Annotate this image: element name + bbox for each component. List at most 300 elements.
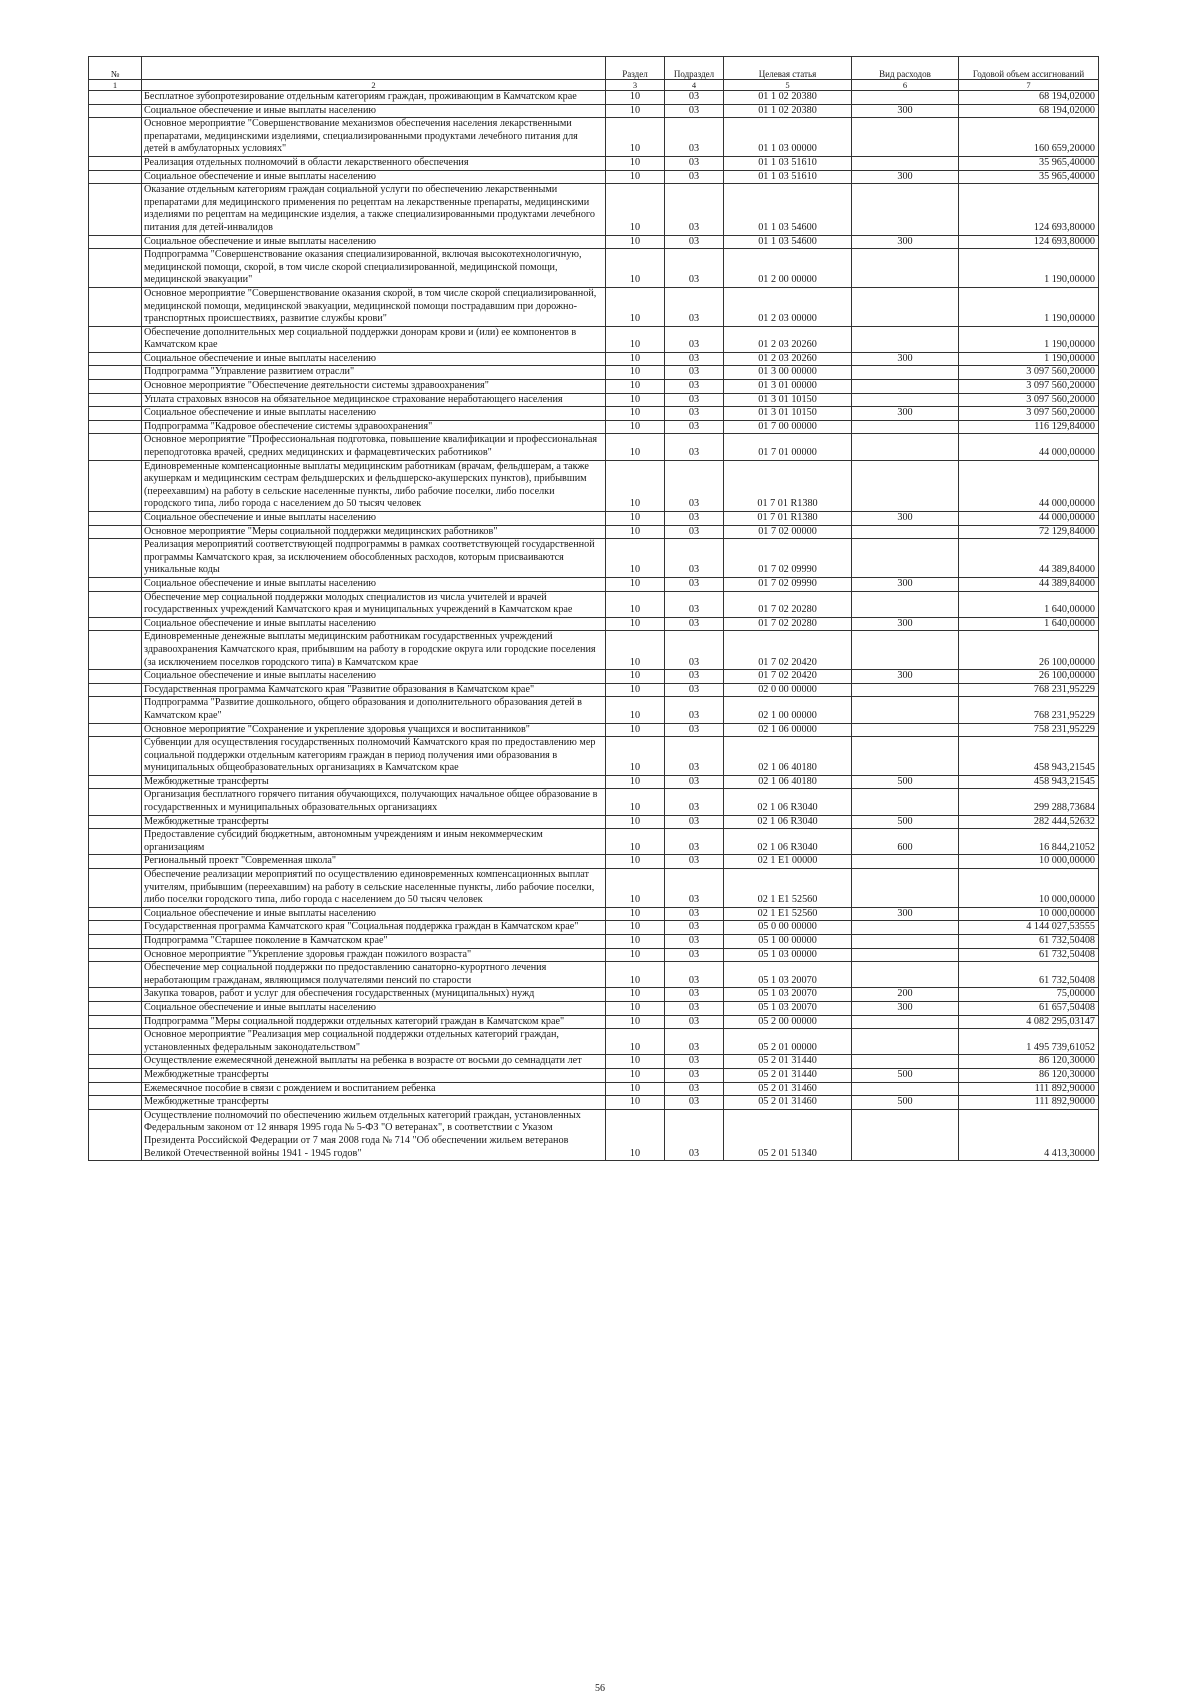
table-row	[89, 829, 1099, 855]
razdel-cell: 10	[606, 91, 665, 105]
annual-volume-cell: 44 000,00000	[959, 512, 1099, 526]
expense-type-cell: 200	[852, 988, 959, 1002]
row-number-cell	[89, 1109, 142, 1160]
target-article-cell: 01 2 03 20260	[724, 352, 852, 366]
row-number-cell	[89, 829, 142, 855]
item-name-cell: Обеспечение мер социальной поддержки по предоставлению санаторно-курортного лечения неработающим гражданам, являющимся получателями пенсий по старости	[142, 962, 606, 988]
row-number-cell	[89, 170, 142, 184]
row-number-cell	[89, 869, 142, 908]
item-name-cell: Социальное обеспечение и иные выплаты населению	[142, 670, 606, 684]
row-number-cell	[89, 539, 142, 578]
row-number-cell	[89, 855, 142, 869]
target-article-cell: 01 7 01 R1380	[724, 512, 852, 526]
table-row	[89, 366, 1099, 380]
target-article-cell: 02 1 06 R3040	[724, 829, 852, 855]
table-row	[89, 249, 1099, 288]
table-row	[89, 525, 1099, 539]
expense-type-cell: 300	[852, 407, 959, 421]
target-article-cell: 02 1 06 R3040	[724, 789, 852, 815]
item-name-cell: Региональный проект "Современная школа"	[142, 855, 606, 869]
razdel-cell: 10	[606, 631, 665, 670]
row-number-cell	[89, 683, 142, 697]
target-article-cell: 01 7 01 R1380	[724, 460, 852, 511]
podrazdel-cell: 03	[665, 393, 724, 407]
item-name-cell: Подпрограмма "Старшее поколение в Камчатском крае"	[142, 935, 606, 949]
item-name-cell: Подпрограмма "Меры социальной поддержки отдельных категорий граждан в Камчатском крае"	[142, 1015, 606, 1029]
table-body	[89, 91, 1099, 1161]
razdel-cell: 10	[606, 723, 665, 737]
razdel-cell: 10	[606, 829, 665, 855]
annual-volume-cell: 299 288,73684	[959, 789, 1099, 815]
podrazdel-cell: 03	[665, 935, 724, 949]
annual-volume-cell: 86 120,30000	[959, 1055, 1099, 1069]
podrazdel-cell: 03	[665, 512, 724, 526]
podrazdel-cell: 03	[665, 1029, 724, 1055]
podrazdel-cell: 03	[665, 104, 724, 118]
row-number-cell	[89, 1029, 142, 1055]
razdel-cell: 10	[606, 380, 665, 394]
annual-volume-cell: 124 693,80000	[959, 184, 1099, 235]
podrazdel-cell: 03	[665, 366, 724, 380]
razdel-cell: 10	[606, 869, 665, 908]
expense-type-cell	[852, 420, 959, 434]
expense-type-cell: 300	[852, 617, 959, 631]
podrazdel-cell: 03	[665, 235, 724, 249]
podrazdel-cell: 03	[665, 1055, 724, 1069]
row-number-cell	[89, 235, 142, 249]
annual-volume-cell: 61 732,50408	[959, 962, 1099, 988]
item-name-cell: Подпрограмма "Управление развитием отрасли"	[142, 366, 606, 380]
razdel-cell: 10	[606, 789, 665, 815]
item-name-cell: Осуществление ежемесячной денежной выплаты на ребенка в возрасте от восьми до семнадцати лет	[142, 1055, 606, 1069]
row-number-cell	[89, 326, 142, 352]
header-num: №	[89, 57, 142, 80]
target-article-cell: 02 1 06 00000	[724, 723, 852, 737]
table-row	[89, 670, 1099, 684]
table-row	[89, 577, 1099, 591]
item-name-cell: Основное мероприятие "Обеспечение деятельности системы здравоохранения"	[142, 380, 606, 394]
razdel-cell: 10	[606, 683, 665, 697]
expense-type-cell	[852, 91, 959, 105]
row-number-cell	[89, 1055, 142, 1069]
annual-volume-cell: 10 000,00000	[959, 869, 1099, 908]
expense-type-cell: 300	[852, 670, 959, 684]
table-row	[89, 460, 1099, 511]
annual-volume-cell: 124 693,80000	[959, 235, 1099, 249]
item-name-cell: Социальное обеспечение и иные выплаты населению	[142, 407, 606, 421]
razdel-cell: 10	[606, 1015, 665, 1029]
table-row	[89, 1015, 1099, 1029]
row-number-cell	[89, 935, 142, 949]
table-row	[89, 948, 1099, 962]
expense-type-cell	[852, 855, 959, 869]
expense-type-cell: 300	[852, 235, 959, 249]
row-number-cell	[89, 591, 142, 617]
podrazdel-cell: 03	[665, 907, 724, 921]
annual-volume-cell: 758 231,95229	[959, 723, 1099, 737]
expense-type-cell: 300	[852, 577, 959, 591]
annual-volume-cell: 3 097 560,20000	[959, 407, 1099, 421]
row-number-cell	[89, 460, 142, 511]
item-name-cell: Социальное обеспечение и иные выплаты населению	[142, 617, 606, 631]
annual-volume-cell: 68 194,02000	[959, 104, 1099, 118]
target-article-cell: 05 1 03 20070	[724, 988, 852, 1002]
target-article-cell: 01 7 02 20420	[724, 670, 852, 684]
annual-volume-cell: 4 082 295,03147	[959, 1015, 1099, 1029]
expense-type-cell	[852, 393, 959, 407]
razdel-cell: 10	[606, 948, 665, 962]
razdel-cell: 10	[606, 512, 665, 526]
target-article-cell: 05 2 00 00000	[724, 1015, 852, 1029]
annual-volume-cell: 35 965,40000	[959, 156, 1099, 170]
expense-type-cell	[852, 460, 959, 511]
podrazdel-cell: 03	[665, 683, 724, 697]
annual-volume-cell: 10 000,00000	[959, 907, 1099, 921]
podrazdel-cell: 03	[665, 184, 724, 235]
item-name-cell: Обеспечение дополнительных мер социальной поддержки донорам крови и (или) ее компонентов в Камчатском крае	[142, 326, 606, 352]
annual-volume-cell: 26 100,00000	[959, 631, 1099, 670]
target-article-cell: 02 1 E1 52560	[724, 907, 852, 921]
row-number-cell	[89, 420, 142, 434]
expense-type-cell	[852, 1015, 959, 1029]
row-number-cell	[89, 407, 142, 421]
expense-type-cell	[852, 723, 959, 737]
annual-volume-cell: 1 495 739,61052	[959, 1029, 1099, 1055]
table-row	[89, 1082, 1099, 1096]
row-number-cell	[89, 287, 142, 326]
podrazdel-cell: 03	[665, 287, 724, 326]
razdel-cell: 10	[606, 249, 665, 288]
table-row	[89, 935, 1099, 949]
target-article-cell: 02 1 06 40180	[724, 737, 852, 776]
table-row	[89, 326, 1099, 352]
razdel-cell: 10	[606, 775, 665, 789]
podrazdel-cell: 03	[665, 855, 724, 869]
annual-volume-cell: 16 844,21052	[959, 829, 1099, 855]
item-name-cell: Межбюджетные трансферты	[142, 815, 606, 829]
item-name-cell: Подпрограмма "Совершенствование оказания специализированной, включая высокотехнологичную, медицинской помощи, скорой, в том числе скорой специализированной, медицинской помощи, медицинской эвакуации"	[142, 249, 606, 288]
annual-volume-cell: 3 097 560,20000	[959, 366, 1099, 380]
table-row	[89, 855, 1099, 869]
razdel-cell: 10	[606, 815, 665, 829]
target-article-cell: 01 3 00 00000	[724, 366, 852, 380]
annual-volume-cell: 75,00000	[959, 988, 1099, 1002]
item-name-cell: Социальное обеспечение и иные выплаты населению	[142, 512, 606, 526]
table-row	[89, 1001, 1099, 1015]
annual-volume-cell: 61 732,50408	[959, 948, 1099, 962]
annual-volume-cell: 72 129,84000	[959, 525, 1099, 539]
podrazdel-cell: 03	[665, 988, 724, 1002]
target-article-cell: 05 2 01 31460	[724, 1096, 852, 1110]
razdel-cell: 10	[606, 907, 665, 921]
target-article-cell: 05 2 01 31460	[724, 1082, 852, 1096]
razdel-cell: 10	[606, 460, 665, 511]
razdel-cell: 10	[606, 539, 665, 578]
annual-volume-cell: 1 190,00000	[959, 287, 1099, 326]
table-row	[89, 434, 1099, 460]
item-name-cell: Закупка товаров, работ и услуг для обеспечения государственных (муниципальных) нужд	[142, 988, 606, 1002]
budget-table	[88, 56, 1099, 1161]
item-name-cell: Субвенции для осуществления государственных полномочий Камчатского края по предоставлению мер социальной поддержки отдельным категориям граждан в период получения ими образования в муниципальных общеобразовательных организациях в Камчатском крае	[142, 737, 606, 776]
target-article-cell: 02 1 E1 00000	[724, 855, 852, 869]
target-article-cell: 05 2 01 00000	[724, 1029, 852, 1055]
table-row	[89, 287, 1099, 326]
table-row	[89, 352, 1099, 366]
item-name-cell: Подпрограмма "Развитие дошкольного, общего образования и дополнительного образования детей в Камчатском крае"	[142, 697, 606, 723]
podrazdel-cell: 03	[665, 434, 724, 460]
target-article-cell: 05 1 00 00000	[724, 935, 852, 949]
razdel-cell: 10	[606, 434, 665, 460]
annual-volume-cell: 44 000,00000	[959, 434, 1099, 460]
table-row	[89, 617, 1099, 631]
razdel-cell: 10	[606, 287, 665, 326]
razdel-cell: 10	[606, 1029, 665, 1055]
target-article-cell: 01 2 00 00000	[724, 249, 852, 288]
item-name-cell: Социальное обеспечение и иные выплаты населению	[142, 577, 606, 591]
header-name	[142, 57, 606, 80]
podrazdel-cell: 03	[665, 737, 724, 776]
expense-type-cell	[852, 737, 959, 776]
expense-type-cell: 300	[852, 512, 959, 526]
item-name-cell: Единовременные денежные выплаты медицинским работникам государственных учреждений здравоохранения Камчатского края, прибывшим на работу в городские округа или городские поселения (за исключением поселков городского типа) в Камчатском крае	[142, 631, 606, 670]
header-target-article: Целевая статья	[724, 57, 852, 80]
razdel-cell: 10	[606, 617, 665, 631]
expense-type-cell	[852, 380, 959, 394]
expense-type-cell	[852, 1029, 959, 1055]
target-article-cell: 01 1 02 20380	[724, 91, 852, 105]
target-article-cell: 01 3 01 10150	[724, 393, 852, 407]
annual-volume-cell: 111 892,90000	[959, 1082, 1099, 1096]
target-article-cell: 01 7 02 09990	[724, 539, 852, 578]
razdel-cell: 10	[606, 1109, 665, 1160]
table-row	[89, 988, 1099, 1002]
row-number-cell	[89, 184, 142, 235]
item-name-cell: Социальное обеспечение и иные выплаты населению	[142, 352, 606, 366]
table-row	[89, 869, 1099, 908]
razdel-cell: 10	[606, 118, 665, 157]
podrazdel-cell: 03	[665, 156, 724, 170]
podrazdel-cell: 03	[665, 352, 724, 366]
item-name-cell: Уплата страховых взносов на обязательное медицинское страхование неработающего населения	[142, 393, 606, 407]
razdel-cell: 10	[606, 326, 665, 352]
razdel-cell: 10	[606, 1096, 665, 1110]
expense-type-cell	[852, 789, 959, 815]
table-row	[89, 921, 1099, 935]
razdel-cell: 10	[606, 1068, 665, 1082]
target-article-cell: 02 1 00 00000	[724, 697, 852, 723]
podrazdel-cell: 03	[665, 921, 724, 935]
target-article-cell: 05 1 03 20070	[724, 1001, 852, 1015]
target-article-cell: 01 2 03 00000	[724, 287, 852, 326]
podrazdel-cell: 03	[665, 170, 724, 184]
razdel-cell: 10	[606, 352, 665, 366]
table-row	[89, 1055, 1099, 1069]
annual-volume-cell: 68 194,02000	[959, 91, 1099, 105]
row-number-cell	[89, 948, 142, 962]
row-number-cell	[89, 789, 142, 815]
expense-type-cell: 500	[852, 1096, 959, 1110]
item-name-cell: Социальное обеспечение и иные выплаты населению	[142, 104, 606, 118]
column-number: 4	[665, 80, 724, 91]
column-number: 2	[142, 80, 606, 91]
razdel-cell: 10	[606, 407, 665, 421]
item-name-cell: Государственная программа Камчатского края "Социальная поддержка граждан в Камчатском крае"	[142, 921, 606, 935]
row-number-cell	[89, 512, 142, 526]
target-article-cell: 01 3 01 10150	[724, 407, 852, 421]
expense-type-cell: 600	[852, 829, 959, 855]
table-row	[89, 512, 1099, 526]
table-row	[89, 1096, 1099, 1110]
row-number-cell	[89, 697, 142, 723]
item-name-cell: Межбюджетные трансферты	[142, 1096, 606, 1110]
razdel-cell: 10	[606, 921, 665, 935]
item-name-cell: Социальное обеспечение и иные выплаты населению	[142, 1001, 606, 1015]
podrazdel-cell: 03	[665, 407, 724, 421]
razdel-cell: 10	[606, 420, 665, 434]
podrazdel-cell: 03	[665, 249, 724, 288]
item-name-cell: Основное мероприятие "Сохранение и укрепление здоровья учащихся и воспитанников"	[142, 723, 606, 737]
target-article-cell: 01 1 03 00000	[724, 118, 852, 157]
column-number: 7	[959, 80, 1099, 91]
expense-type-cell: 500	[852, 775, 959, 789]
target-article-cell: 01 1 03 54600	[724, 184, 852, 235]
annual-volume-cell: 111 892,90000	[959, 1096, 1099, 1110]
razdel-cell: 10	[606, 737, 665, 776]
row-number-cell	[89, 1015, 142, 1029]
annual-volume-cell: 61 657,50408	[959, 1001, 1099, 1015]
expense-type-cell: 300	[852, 907, 959, 921]
expense-type-cell	[852, 366, 959, 380]
row-number-cell	[89, 815, 142, 829]
annual-volume-cell: 1 190,00000	[959, 249, 1099, 288]
target-article-cell: 01 7 02 00000	[724, 525, 852, 539]
target-article-cell: 01 2 03 20260	[724, 326, 852, 352]
item-name-cell: Государственная программа Камчатского края "Развитие образования в Камчатском крае"	[142, 683, 606, 697]
target-article-cell: 01 1 02 20380	[724, 104, 852, 118]
expense-type-cell	[852, 948, 959, 962]
podrazdel-cell: 03	[665, 118, 724, 157]
item-name-cell: Реализация мероприятий соответствующей подпрограммы в рамках соответствующей государственной программы Камчатского края, за исключением обособленных расходов, которым присваиваются уникальные коды	[142, 539, 606, 578]
expense-type-cell	[852, 591, 959, 617]
table-row	[89, 1109, 1099, 1160]
row-number-cell	[89, 366, 142, 380]
row-number-cell	[89, 104, 142, 118]
table-row	[89, 170, 1099, 184]
item-name-cell: Подпрограмма "Кадровое обеспечение системы здравоохранения"	[142, 420, 606, 434]
podrazdel-cell: 03	[665, 460, 724, 511]
annual-volume-cell: 61 732,50408	[959, 935, 1099, 949]
annual-volume-cell: 4 144 027,53555	[959, 921, 1099, 935]
target-article-cell: 01 7 01 00000	[724, 434, 852, 460]
podrazdel-cell: 03	[665, 829, 724, 855]
target-article-cell: 01 7 02 20420	[724, 631, 852, 670]
podrazdel-cell: 03	[665, 1109, 724, 1160]
expense-type-cell: 300	[852, 104, 959, 118]
expense-type-cell: 300	[852, 1001, 959, 1015]
annual-volume-cell: 282 444,52632	[959, 815, 1099, 829]
item-name-cell: Основное мероприятие "Профессиональная подготовка, повышение квалификации и профессиональная переподготовка врачей, средних медицинских и фармацевтических работников"	[142, 434, 606, 460]
item-name-cell: Предоставление субсидий бюджетным, автономным учреждениям и иным некоммерческим организациям	[142, 829, 606, 855]
expense-type-cell	[852, 1082, 959, 1096]
item-name-cell: Основное мероприятие "Меры социальной поддержки медицинских работников"	[142, 525, 606, 539]
podrazdel-cell: 03	[665, 962, 724, 988]
expense-type-cell	[852, 962, 959, 988]
expense-type-cell	[852, 539, 959, 578]
table-row	[89, 407, 1099, 421]
podrazdel-cell: 03	[665, 723, 724, 737]
target-article-cell: 01 7 02 20280	[724, 591, 852, 617]
header-podrazdel: Подраздел	[665, 57, 724, 80]
table-row	[89, 683, 1099, 697]
target-article-cell: 05 1 03 20070	[724, 962, 852, 988]
table-row	[89, 591, 1099, 617]
expense-type-cell	[852, 326, 959, 352]
table-row	[89, 104, 1099, 118]
razdel-cell: 10	[606, 170, 665, 184]
table-row	[89, 815, 1099, 829]
target-article-cell: 02 1 E1 52560	[724, 869, 852, 908]
table-row	[89, 393, 1099, 407]
item-name-cell: Социальное обеспечение и иные выплаты населению	[142, 907, 606, 921]
expense-type-cell: 500	[852, 1068, 959, 1082]
expense-type-cell	[852, 156, 959, 170]
expense-type-cell	[852, 683, 959, 697]
row-number-cell	[89, 393, 142, 407]
expense-type-cell: 300	[852, 352, 959, 366]
item-name-cell: Социальное обеспечение и иные выплаты населению	[142, 170, 606, 184]
annual-volume-cell: 35 965,40000	[959, 170, 1099, 184]
annual-volume-cell: 26 100,00000	[959, 670, 1099, 684]
razdel-cell: 10	[606, 962, 665, 988]
expense-type-cell	[852, 287, 959, 326]
column-number: 3	[606, 80, 665, 91]
target-article-cell: 01 7 02 20280	[724, 617, 852, 631]
podrazdel-cell: 03	[665, 380, 724, 394]
razdel-cell: 10	[606, 156, 665, 170]
expense-type-cell	[852, 697, 959, 723]
razdel-cell: 10	[606, 935, 665, 949]
row-number-cell	[89, 775, 142, 789]
item-name-cell: Единовременные компенсационные выплаты медицинским работникам (врачам, фельдшерам, а также акушеркам и медицинским сестрам фельдшерских и фельдшерско-акушерских пунктов), прибывшим (переехавшим) на работу в сельские населенные пункты, либо рабочие поселки, либо поселки городского типа, либо города с населением до 50 тысяч человек	[142, 460, 606, 511]
annual-volume-cell: 1 640,00000	[959, 591, 1099, 617]
item-name-cell: Основное мероприятие "Реализация мер социальной поддержки отдельных категорий граждан, установленных федеральным законодательством"	[142, 1029, 606, 1055]
expense-type-cell	[852, 1109, 959, 1160]
target-article-cell: 01 1 03 51610	[724, 156, 852, 170]
razdel-cell: 10	[606, 1001, 665, 1015]
annual-volume-cell: 1 640,00000	[959, 617, 1099, 631]
razdel-cell: 10	[606, 591, 665, 617]
header-razdel: Раздел	[606, 57, 665, 80]
row-number-cell	[89, 1001, 142, 1015]
header-annual-volume: Годовой объем ассигнований	[959, 57, 1099, 80]
razdel-cell: 10	[606, 366, 665, 380]
row-number-cell	[89, 723, 142, 737]
razdel-cell: 10	[606, 988, 665, 1002]
table-row	[89, 539, 1099, 578]
target-article-cell: 01 1 03 54600	[724, 235, 852, 249]
table-row	[89, 91, 1099, 105]
expense-type-cell	[852, 184, 959, 235]
podrazdel-cell: 03	[665, 617, 724, 631]
item-name-cell: Оказание отдельным категориям граждан социальной услуги по обеспечению лекарственными препаратами для медицинского применения по рецептам на лекарственные препараты, медицинскими изделиями по рецептам на медицинские изделия, а также специализированными продуктами лечебного питания для детей-инвалидов	[142, 184, 606, 235]
item-name-cell: Реализация отдельных полномочий в области лекарственного обеспечения	[142, 156, 606, 170]
table-row	[89, 420, 1099, 434]
row-number-cell	[89, 380, 142, 394]
annual-volume-cell: 1 190,00000	[959, 326, 1099, 352]
annual-volume-cell: 10 000,00000	[959, 855, 1099, 869]
podrazdel-cell: 03	[665, 525, 724, 539]
annual-volume-cell: 768 231,95229	[959, 697, 1099, 723]
